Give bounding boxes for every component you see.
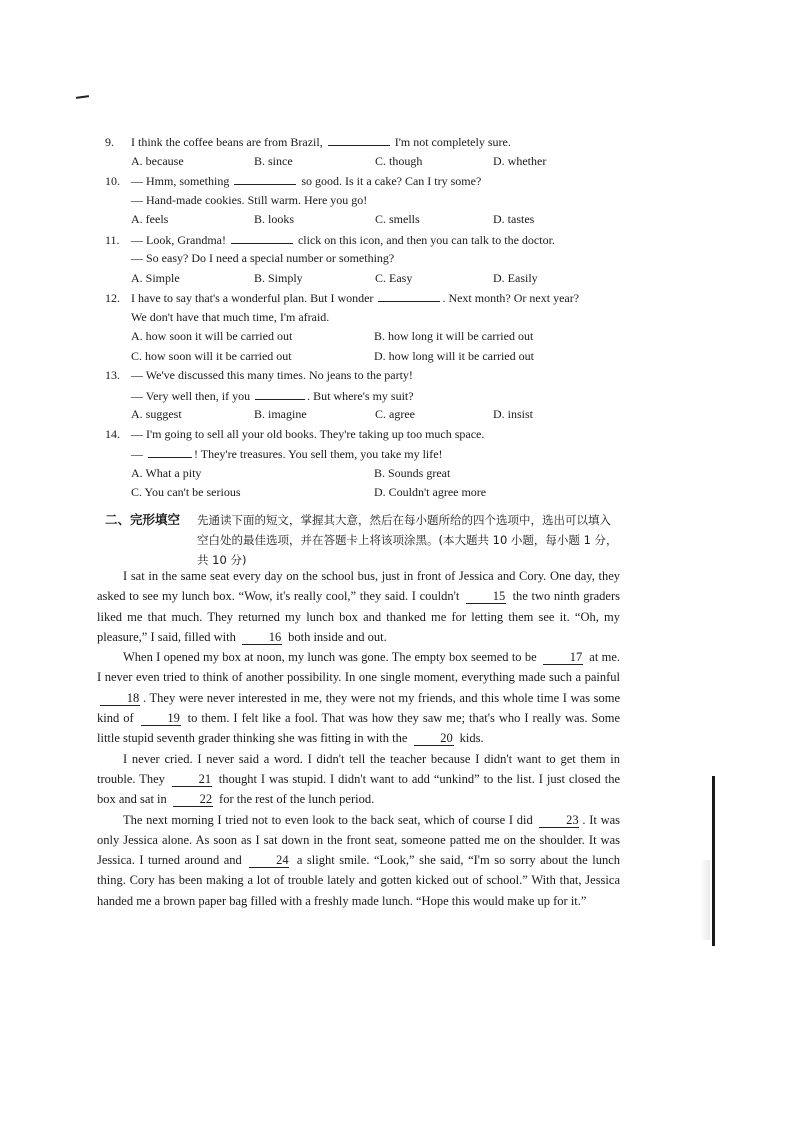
- cloze-gap: 15: [466, 590, 506, 604]
- options-row: [105, 329, 625, 349]
- cloze-gap: 18: [100, 692, 140, 706]
- question-stem: — We've discussed this many times. No jeans to the party!: [131, 368, 413, 382]
- answer-option: D. whether: [493, 153, 547, 168]
- answer-option: B. Sounds great: [374, 465, 451, 480]
- cloze-gap: 21: [172, 773, 212, 787]
- question-stem: — Hand-made cookies. Still warm. Here you go!: [131, 192, 368, 207]
- options-row: [105, 154, 625, 174]
- answer-option: D. tastes: [493, 212, 535, 226]
- question-line: [105, 173, 625, 193]
- question-stem: — Look, Grandma! click on this icon, and then you can talk to the doctor.: [131, 232, 555, 247]
- question-line: [105, 134, 625, 154]
- question-stem: I have to say that's a wonderful plan. But I wonder . Next month? Or next year?: [131, 291, 580, 305]
- question-number: 9.: [105, 135, 114, 149]
- cloze-gap: 24: [249, 854, 289, 868]
- question-line: [105, 290, 625, 310]
- question-number: 12.: [105, 291, 120, 305]
- answer-option: A. feels: [131, 212, 169, 226]
- options-row: [105, 407, 625, 427]
- question-line: [105, 368, 625, 388]
- answer-option: C. You can't be serious: [131, 485, 241, 499]
- answer-option: C. how soon will it be carried out: [131, 348, 292, 363]
- cloze-gap: 19: [141, 712, 181, 726]
- question-item: [105, 173, 625, 232]
- section-header: [105, 510, 625, 570]
- answer-blank: [255, 388, 305, 400]
- question-stem: — I'm going to sell all your old books. They're taking up too much space.: [131, 426, 485, 441]
- question-line: [105, 446, 625, 466]
- answer-option: A. how soon it will be carried out: [131, 329, 293, 343]
- answer-option: B. Simply: [254, 270, 303, 285]
- options-row: [105, 271, 625, 291]
- question-number: 13.: [105, 368, 120, 382]
- question-stem: — Very well then, if you . But where's my suit?: [131, 388, 414, 403]
- cloze-passage: [97, 566, 620, 911]
- answer-blank: [231, 232, 293, 244]
- question-line: [105, 232, 625, 252]
- question-item: [105, 368, 625, 427]
- question-number: 10.: [105, 174, 120, 188]
- question-item: [105, 290, 625, 368]
- answer-option: A. because: [131, 153, 184, 168]
- question-line: [105, 427, 625, 447]
- section-title: 二、完形填空: [105, 512, 181, 527]
- scan-edge-shadow: [700, 860, 710, 940]
- scan-corner-mark: [76, 95, 89, 99]
- question-stem: — ! They're treasures. You sell them, you take my life!: [131, 447, 443, 461]
- answer-option: B. looks: [254, 212, 295, 226]
- answer-option: B. since: [254, 153, 293, 168]
- cloze-gap: 16: [242, 631, 282, 645]
- answer-option: B. imagine: [254, 407, 307, 421]
- answer-option: D. Easily: [493, 270, 538, 285]
- question-line: [105, 193, 625, 213]
- cloze-gap: 20: [414, 732, 454, 746]
- answer-option: C. though: [375, 153, 423, 168]
- question-stem: I think the coffee beans are from Brazil, I'm not completely sure.: [131, 135, 511, 149]
- options-row: [105, 349, 625, 369]
- answer-option: D. insist: [493, 407, 534, 421]
- question-list: [105, 134, 625, 505]
- question-number: 14.: [105, 426, 120, 441]
- cloze-gap: 23: [539, 814, 579, 828]
- answer-option: D. how long will it be carried out: [374, 348, 534, 363]
- answer-blank: [378, 290, 440, 302]
- question-stem: We don't have that much time, I'm afraid.: [131, 309, 330, 324]
- answer-option: C. smells: [375, 212, 420, 226]
- cloze-gap: 22: [173, 793, 213, 807]
- cloze-gap: 17: [543, 651, 583, 665]
- answer-option: A. Simple: [131, 270, 180, 285]
- question-stem: — So easy? Do I need a special number or something?: [131, 251, 395, 265]
- section-instructions: 先通读下面的短文，掌握其大意，然后在每小题所给的四个选项中，选出可以填入空白处的最佳选项，并在答题卡上将该项涂黑。(本大题共 10 小题，每小题 1 分，共 10 分): [197, 513, 618, 567]
- question-item: [105, 134, 625, 173]
- answer-option: C. agree: [375, 407, 415, 421]
- options-row: [105, 212, 625, 232]
- question-item: [105, 232, 625, 291]
- question-number: 11.: [105, 232, 120, 247]
- answer-option: A. suggest: [131, 407, 182, 421]
- question-line: [105, 310, 625, 330]
- answer-blank: [328, 134, 390, 146]
- answer-option: A. What a pity: [131, 465, 202, 480]
- question-item: [105, 427, 625, 505]
- scan-edge-line: [712, 776, 715, 946]
- question-line: [105, 388, 625, 408]
- answer-blank: [148, 446, 192, 458]
- passage-paragraph: I never cried. I never said a word. I didn't tell the teacher because I didn't want to get them in trouble. They 21 thought I was stupid. I didn't want to add “unkind” to the list. I just closed the box and sat in 22 for the rest of the lunch period.: [97, 751, 620, 807]
- passage-paragraph: When I opened my box at noon, my lunch was gone. The empty box seemed to be 17 at me. I never even tried to think of another possibility. In one single moment, everything made such a painful 18 . They were never interested in me, they were not my friends, and this whole time I was some kind of 19 to them. I felt like a fool. That was how they saw me; that's who I really was. Some little stupid seventh grader thinking she was fitting in with the 20 kids.: [97, 650, 621, 746]
- answer-option: B. how long it will be carried out: [374, 329, 534, 343]
- passage-paragraph: The next morning I tried not to even look to the back seat, which of course I did 23 . It was only Jessica alone. As soon as I sat down in the front seat, someone patted me on the shoulder. It was Jessica. I turned around and 24 a slight smile. “Look,” she said, “I'm so sorry about the lunch thing. Cory has been making a lot of trouble lately and gotten kicked out of school.” With that, Jessica handed me a brown paper bag filled with a freshly made lunch. “Hope this would make up for it.”: [97, 812, 621, 908]
- answer-blank: [234, 173, 296, 185]
- options-row: [105, 466, 625, 486]
- answer-option: D. Couldn't agree more: [374, 485, 487, 499]
- passage-paragraph: I sat in the same seat every day on the school bus, just in front of Jessica and Cory. One day, they asked to see my lunch box. “Wow, it's really cool,” they said. I couldn't 15 the two ninth graders liked me that much. They returned my lunch box and thanked me for letting them see it. “Oh, my pleasure,” I said, filled with 16 both inside and out.: [97, 569, 620, 644]
- answer-option: C. Easy: [375, 270, 413, 285]
- question-stem: — Hmm, something so good. Is it a cake? Can I try some?: [131, 174, 482, 188]
- options-row: [105, 485, 625, 505]
- question-line: [105, 251, 625, 271]
